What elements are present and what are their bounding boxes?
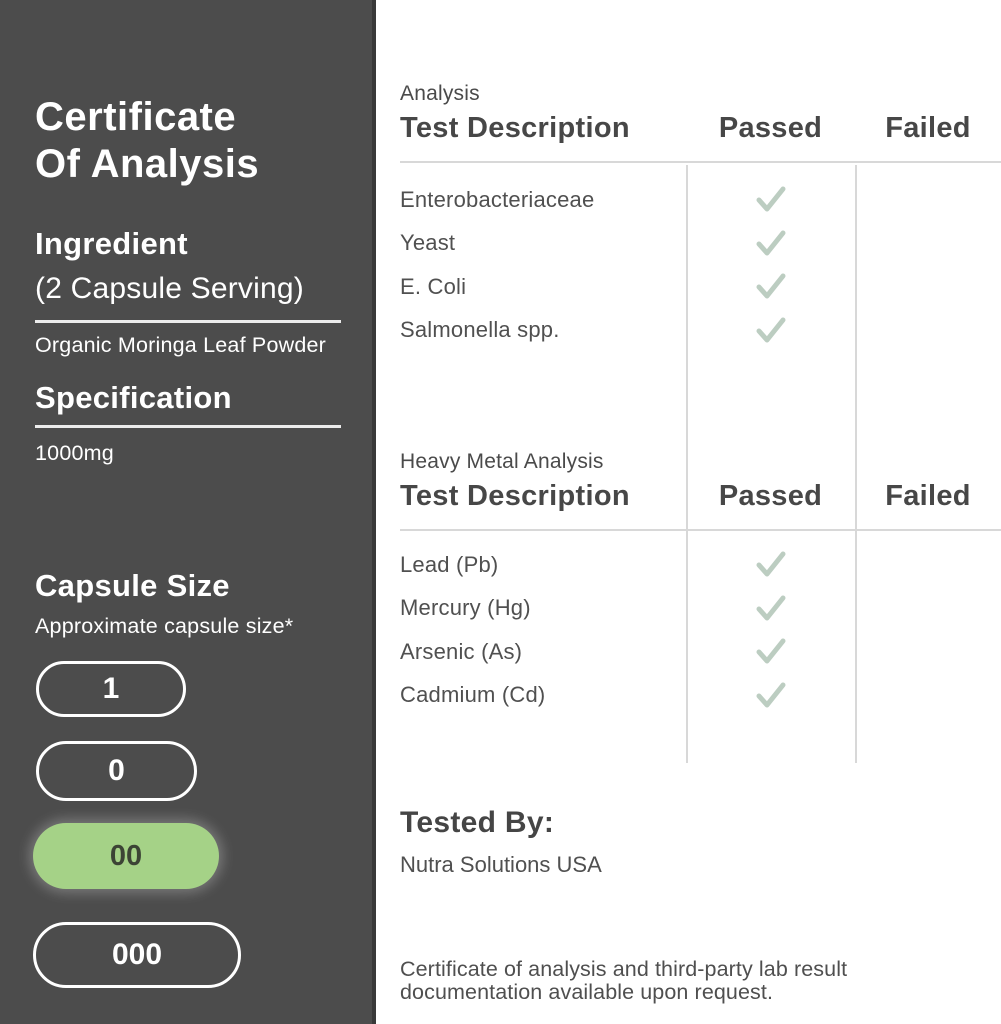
- test-name: Salmonella spp.: [400, 317, 560, 343]
- heavy-metal-section-label: Heavy Metal Analysis: [400, 450, 604, 473]
- passed-cell: [686, 186, 855, 213]
- tested-by-heading: Tested By:: [400, 806, 555, 839]
- table-row: [400, 543, 1001, 587]
- capsule-size-note: Approximate capsule size*: [35, 614, 294, 638]
- capsule-size-option-1[interactable]: [36, 661, 186, 717]
- passed-cell: [686, 551, 855, 578]
- ingredient-subheading: (2 Capsule Serving): [35, 272, 304, 305]
- check-icon: [755, 273, 787, 300]
- analysis-table-body: [400, 178, 1001, 352]
- passed-cell: [686, 273, 855, 300]
- specification-value: 1000mg: [35, 441, 114, 465]
- page-title-line2: Of Analysis: [35, 142, 260, 186]
- table-row: [400, 309, 1001, 353]
- table-row: [400, 630, 1001, 674]
- capsule-size-option-00-selected[interactable]: [33, 823, 219, 889]
- table-row: [400, 178, 1001, 222]
- test-name: Enterobacteriaceae: [400, 186, 595, 212]
- ingredient-value: Organic Moringa Leaf Powder: [35, 333, 327, 357]
- passed-cell: [686, 595, 855, 622]
- column-header-passed: Passed: [718, 112, 823, 144]
- capsule-size-heading: Capsule Size: [35, 568, 230, 603]
- page-title: [35, 94, 259, 188]
- table-row: [400, 587, 1001, 631]
- check-icon: [755, 638, 787, 665]
- footer-note: Certificate of analysis and third-party lab result documentation available upon request.: [400, 957, 848, 1004]
- capsule-size-option-label: 1: [102, 672, 120, 705]
- passed-cell: [686, 638, 855, 665]
- divider: [35, 320, 341, 323]
- check-icon: [755, 317, 787, 344]
- table-header-divider: [400, 161, 1001, 163]
- table-header-divider: [400, 529, 1001, 531]
- analysis-table-header: [400, 112, 1001, 145]
- test-name: Mercury (Hg): [400, 595, 531, 621]
- tested-by-value: Nutra Solutions USA: [400, 852, 602, 877]
- passed-cell: [686, 230, 855, 257]
- divider: [35, 425, 341, 428]
- table-row: [400, 674, 1001, 718]
- check-icon: [755, 682, 787, 709]
- analysis-panel: [376, 0, 1001, 1024]
- capsule-size-option-000[interactable]: [33, 922, 241, 988]
- check-icon: [755, 551, 787, 578]
- test-name: Yeast: [400, 230, 456, 256]
- test-name: Lead (Pb): [400, 551, 499, 577]
- analysis-section-label: Analysis: [400, 82, 480, 105]
- test-name: Cadmium (Cd): [400, 682, 546, 708]
- check-icon: [755, 186, 787, 213]
- capsule-size-option-0[interactable]: [36, 741, 197, 801]
- ingredient-heading: Ingredient: [35, 226, 188, 261]
- heavy-metal-table-header: [400, 480, 1001, 513]
- passed-cell: [686, 682, 855, 709]
- check-icon: [755, 230, 787, 257]
- capsule-size-option-label: 0: [108, 754, 125, 787]
- check-icon: [755, 595, 787, 622]
- table-row: [400, 222, 1001, 266]
- column-header-failed: Failed: [885, 480, 971, 512]
- passed-cell: [686, 317, 855, 344]
- column-header-failed: Failed: [885, 112, 971, 144]
- table-row: [400, 265, 1001, 309]
- capsule-size-option-label: 00: [109, 839, 143, 872]
- test-name: E. Coli: [400, 273, 467, 299]
- page-title-line1: Certificate: [35, 95, 237, 139]
- column-header-test-description: Test Description: [400, 480, 630, 512]
- specification-heading: Specification: [35, 380, 232, 415]
- capsule-size-option-label: 000: [111, 938, 163, 971]
- test-name: Arsenic (As): [400, 638, 523, 664]
- column-header-passed: Passed: [718, 480, 823, 512]
- column-header-test-description: Test Description: [400, 112, 630, 144]
- sidebar: [0, 0, 376, 1024]
- heavy-metal-table-body: [400, 543, 1001, 717]
